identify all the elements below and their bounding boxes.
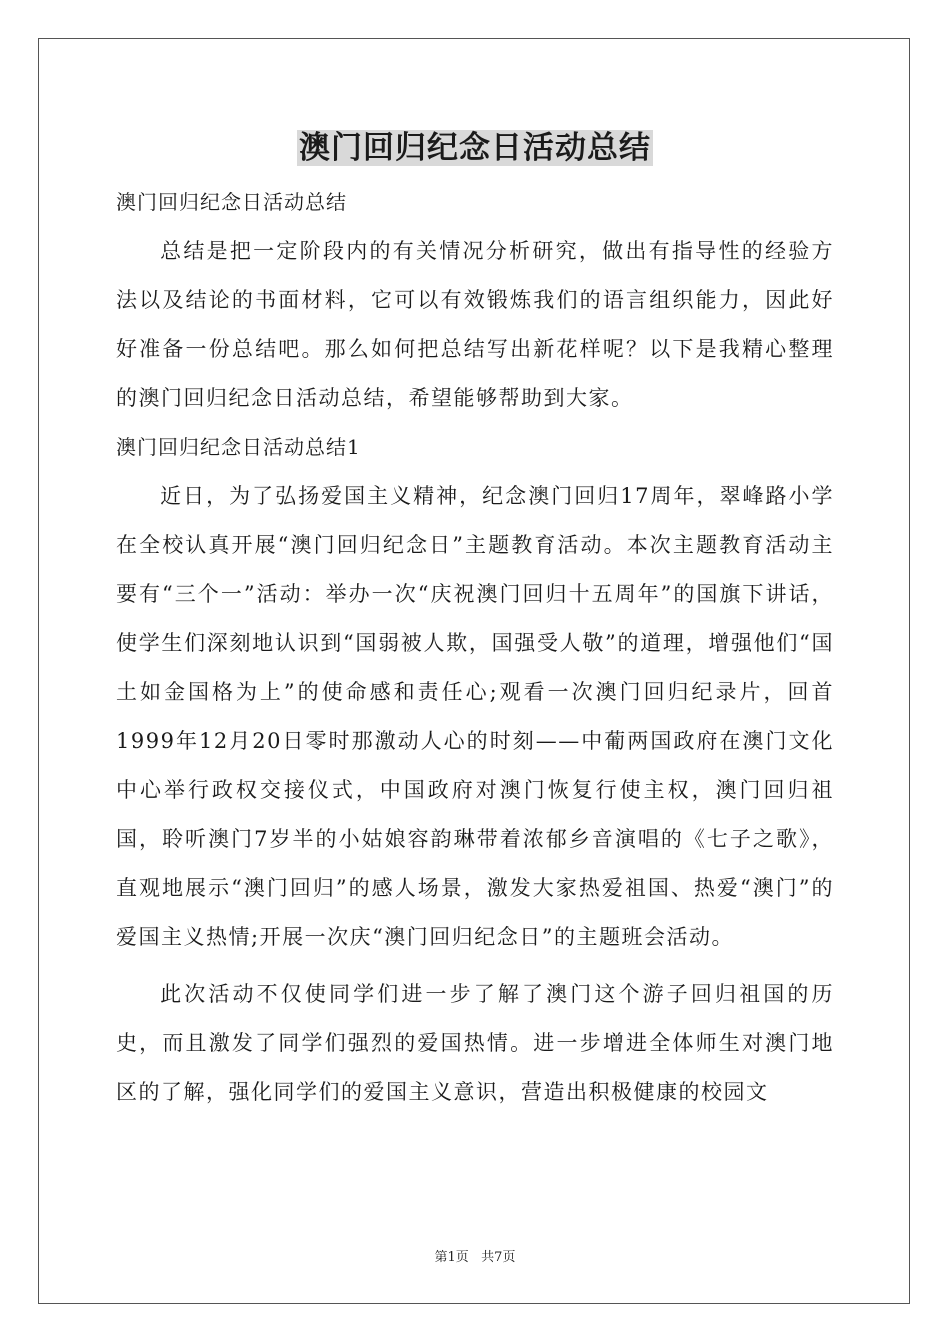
document-subtitle: 澳门回归纪念日活动总结: [116, 190, 347, 214]
section-paragraph-1: 近日，为了弘扬爱国主义精神，纪念澳门回归17周年，翠峰路小学在全校认真开展“澳门回归纪念日”主题教育活动。本次主题教育活动主要有“三个一”活动：举办一次“庆祝澳门回归十五周年”的国旗下讲话，使学生们深刻地认识到“国弱被人欺，国强受人敬”的道理，增强他们“国土如金国格为上”的使命感和责任心;观看一次澳门回归纪录片，回首1999年12月20日零时那激动人心的时刻——中葡两国政府在澳门文化中心举行政权交接仪式，中国政府对澳门恢复行使主权，澳门回归祖国，聆听澳门7岁半的小姑娘容韵琳带着浓郁乡音演唱的《七子之歌》，直观地展示“澳门回归”的感人场景，激发大家热爱祖国、热爱“澳门”的爱国主义热情;开展一次庆“澳门回归纪念日”的主题班会活动。: [116, 484, 834, 949]
document-title: [0, 126, 950, 170]
document-body: [116, 178, 834, 1117]
intro-paragraph: 总结是把一定阶段内的有关情况分析研究，做出有指导性的经验方法以及结论的书面材料，它可以有效锻炼我们的语言组织能力，因此好好准备一份总结吧。那么如何把总结写出新花样呢？以下是我精心整理的澳门回归纪念日活动总结，希望能够帮助到大家。: [116, 239, 834, 410]
section-heading: 澳门回归纪念日活动总结1: [116, 435, 361, 459]
page-footer: 第1页 共7页: [434, 1250, 516, 1265]
document-title-text: 澳门回归纪念日活动总结: [299, 130, 651, 166]
section-paragraph-2: 此次活动不仅使同学们进一步了解了澳门这个游子回归祖国的历史，而且激发了同学们强烈的爱国热情。进一步增进全体师生对澳门地区的了解，强化同学们的爱国主义意识，营造出积极健康的校园文: [116, 982, 834, 1104]
